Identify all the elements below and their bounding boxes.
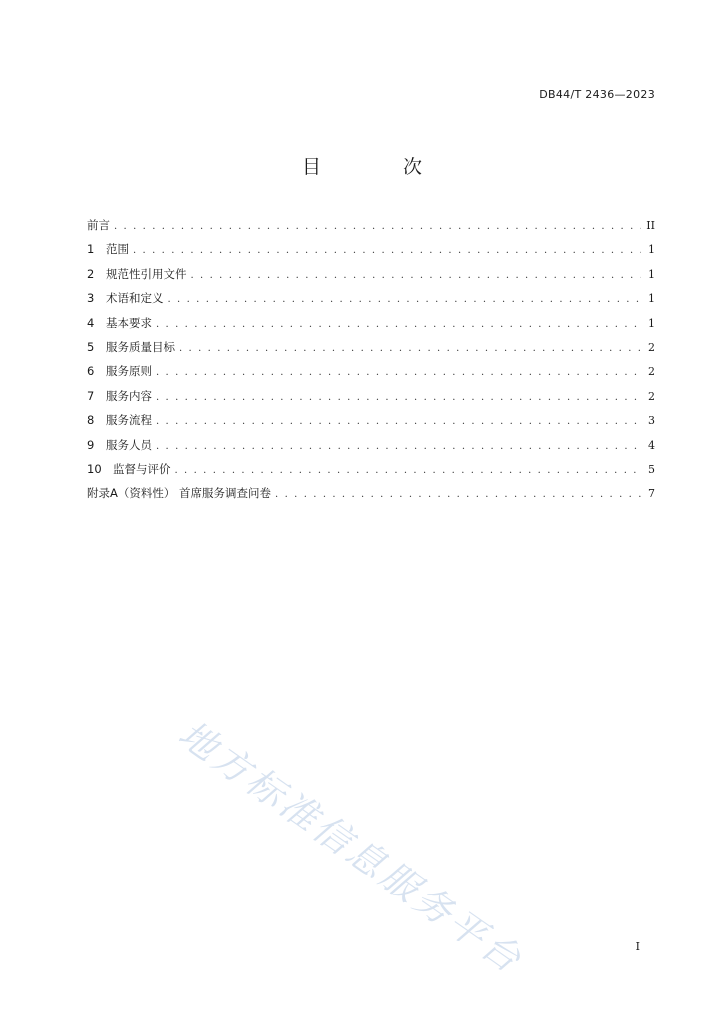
toc-page-number: 2 [648,365,655,379]
toc-entry-service-principles[interactable] [87,363,655,387]
toc-entry-foreword[interactable] [87,217,655,241]
table-of-contents [87,217,655,510]
toc-leader-dots [156,416,641,427]
toc-leader-dots [156,392,641,403]
toc-entry-label: 8 服务流程 [87,413,152,428]
toc-page-number: 2 [648,389,655,403]
toc-leader-dots [156,441,641,452]
toc-entry-scope[interactable] [87,241,655,265]
toc-entry-number: 6 [87,364,95,379]
toc-entry-quality-goals[interactable] [87,339,655,363]
toc-leader-dots [191,270,642,281]
toc-leader-dots [114,221,641,232]
toc-entry-number: 5 [87,339,95,354]
page-title: 目 次 [301,156,461,178]
document-code: DB44/T 2436—2023 [539,88,655,101]
toc-entry-label: 6 服务原则 [87,364,152,379]
page-number: I [635,940,640,953]
toc-entry-number: 9 [87,437,95,452]
toc-entry-service-content[interactable] [87,388,655,412]
toc-leader-dots [175,465,642,476]
toc-entry-appendix-a[interactable] [87,485,655,509]
toc-page-number: 1 [648,316,655,330]
toc-entry-supervision-evaluation[interactable] [87,461,655,485]
toc-page-number: 7 [648,487,655,501]
watermark: 地方标准信息服务平台 [170,712,532,983]
toc-entry-label: 2 规范性引用文件 [87,266,187,281]
toc-entry-normative-references[interactable] [87,266,655,290]
toc-entry-label: 9 服务人员 [87,437,152,452]
toc-leader-dots [179,343,641,354]
toc-entry-label: 3 术语和定义 [87,291,164,306]
toc-leader-dots [156,367,641,378]
toc-leader-dots [156,319,641,330]
toc-leader-dots [133,245,641,256]
toc-entry-number: 8 [87,413,95,428]
toc-entry-number: 2 [87,266,95,281]
toc-leader-dots [168,294,642,305]
toc-page-number: 2 [648,340,655,354]
toc-entry-label: 5 服务质量目标 [87,339,175,354]
toc-leader-dots [275,489,641,500]
toc-entry-label: 10 监督与评价 [87,461,171,476]
toc-entry-label: 7 服务内容 [87,388,152,403]
toc-page-number: 1 [648,243,655,257]
toc-page-number: II [646,219,655,232]
toc-page-number: 1 [648,292,655,306]
toc-entry-terms-definitions[interactable] [87,290,655,314]
toc-page-number: 4 [648,438,655,452]
toc-page-number: 1 [648,267,655,281]
toc-entry-number: 7 [87,388,95,403]
toc-entry-number: 3 [87,291,95,306]
toc-entry-basic-requirements[interactable] [87,315,655,339]
toc-entry-service-process[interactable] [87,412,655,436]
toc-entry-service-personnel[interactable] [87,437,655,461]
toc-entry-label: 1 范围 [87,242,129,257]
toc-entry-number: 10 [87,461,102,476]
toc-entry-label: 附录A（资料性） 首席服务调查问卷 [87,486,272,501]
toc-page-number: 5 [648,462,655,476]
toc-entry-number: 1 [87,242,95,257]
toc-entry-label: 4 基本要求 [87,315,152,330]
toc-entry-number: 4 [87,315,95,330]
toc-page-number: 3 [648,414,655,428]
toc-entry-label: 前言 [87,218,110,232]
